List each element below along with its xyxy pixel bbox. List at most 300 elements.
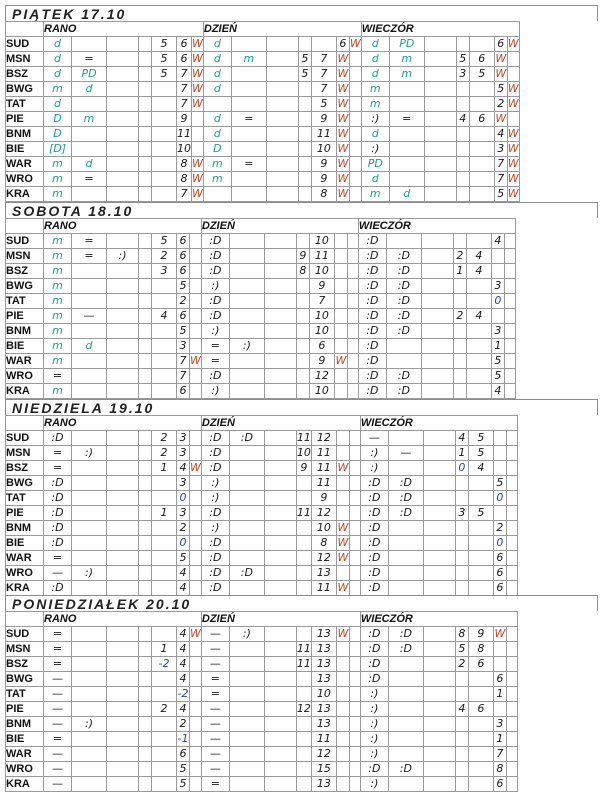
- entry-cell: [152, 566, 177, 581]
- entry-cell: 0: [177, 491, 190, 506]
- entry-cell: 6: [177, 264, 190, 279]
- entry-cell: 10: [311, 521, 336, 536]
- entry-cell: [468, 732, 493, 747]
- entry-cell: 4: [466, 249, 491, 264]
- entry-cell: [229, 476, 264, 491]
- entry-cell: [107, 491, 139, 506]
- station-row: [6, 97, 520, 112]
- entry-cell: [139, 324, 152, 339]
- entry-cell: 7: [311, 82, 336, 97]
- station-row: [6, 234, 516, 249]
- entry-cell: m: [72, 112, 107, 127]
- entry-cell: :D: [229, 566, 264, 581]
- entry-cell: 5: [469, 67, 494, 82]
- entry-cell: [139, 747, 152, 762]
- entry-cell: 1: [152, 642, 177, 657]
- entry-cell: 5: [491, 369, 504, 384]
- entry-cell: [139, 187, 152, 202]
- entry-cell: [72, 354, 107, 369]
- entry-cell: [72, 521, 107, 536]
- entry-cell: 5: [491, 354, 504, 369]
- entry-cell: [139, 339, 152, 354]
- entry-cell: =: [201, 354, 229, 369]
- entry-cell: [229, 747, 264, 762]
- entry-cell: [386, 234, 421, 249]
- entry-cell: 6: [309, 339, 334, 354]
- entry-cell: [349, 142, 361, 157]
- entry-cell: 10: [296, 446, 311, 459]
- entry-cell: [336, 672, 349, 687]
- entry-cell: [107, 354, 139, 369]
- entry-cell: [349, 536, 360, 551]
- entry-cell: [139, 431, 152, 446]
- entry-cell: PD: [389, 37, 424, 52]
- entry-cell: [298, 172, 311, 187]
- entry-cell: :D: [201, 551, 229, 566]
- entry-cell: [468, 687, 493, 702]
- entry-cell: 12: [311, 431, 336, 446]
- entry-cell: [424, 112, 456, 127]
- entry-cell: [423, 732, 455, 747]
- entry-cell: 8: [468, 642, 493, 657]
- entry-cell: d: [361, 37, 389, 52]
- entry-cell: [388, 551, 423, 566]
- entry-cell: [349, 762, 360, 777]
- entry-cell: :): [360, 687, 388, 702]
- entry-cell: [229, 294, 264, 309]
- entry-cell: [468, 581, 493, 596]
- entry-cell: [455, 747, 468, 762]
- entry-cell: [264, 294, 296, 309]
- day-table: [5, 415, 518, 596]
- entry-cell: [296, 747, 311, 762]
- entry-cell: [506, 506, 517, 521]
- entry-cell: [264, 264, 296, 279]
- entry-cell: :D: [201, 309, 229, 324]
- entry-cell: [423, 491, 455, 506]
- entry-cell: [152, 717, 177, 732]
- entry-cell: m: [203, 157, 231, 172]
- entry-cell: [456, 172, 469, 187]
- entry-cell: :): [229, 627, 264, 642]
- entry-cell: [389, 97, 424, 112]
- entry-cell: [107, 157, 139, 172]
- entry-cell: 3: [456, 67, 469, 82]
- entry-cell: [266, 187, 298, 202]
- entry-cell: 12: [311, 747, 336, 762]
- entry-cell: =: [44, 461, 72, 476]
- entry-cell: W: [337, 97, 349, 110]
- entry-cell: d: [361, 172, 389, 187]
- entry-cell: [229, 354, 264, 369]
- entry-cell: :D: [229, 431, 264, 446]
- entry-cell: :D: [44, 506, 72, 521]
- entry-cell: —: [201, 627, 229, 642]
- station-row: [6, 431, 518, 446]
- entry-cell: [231, 127, 266, 142]
- entry-cell: [264, 309, 296, 324]
- entry-cell: m: [44, 172, 72, 187]
- entry-cell: [506, 446, 517, 461]
- entry-cell: [72, 732, 107, 747]
- entry-cell: [266, 142, 298, 157]
- entry-cell: [506, 491, 517, 506]
- entry-cell: [266, 127, 298, 142]
- entry-cell: —: [44, 687, 72, 702]
- station-row: [6, 82, 520, 97]
- entry-cell: [349, 581, 360, 596]
- entry-cell: 11: [309, 249, 334, 264]
- entry-cell: [349, 157, 361, 172]
- entry-cell: [139, 762, 152, 777]
- entry-cell: [469, 97, 494, 112]
- entry-cell: [72, 777, 107, 792]
- entry-cell: 6: [336, 37, 349, 52]
- entry-cell: [455, 777, 468, 792]
- entry-cell: [107, 777, 139, 792]
- entry-cell: [72, 657, 107, 672]
- entry-cell: [107, 369, 139, 384]
- entry-cell: :): [72, 446, 107, 461]
- entry-cell: [203, 97, 231, 112]
- entry-cell: :D: [201, 446, 229, 461]
- station-code: WAR: [6, 354, 44, 369]
- station-row: [6, 642, 518, 657]
- entry-cell: [504, 324, 515, 339]
- entry-cell: 12: [311, 506, 336, 521]
- entry-cell: [264, 476, 296, 491]
- station-code: BWG: [6, 672, 44, 687]
- entry-cell: [139, 476, 152, 491]
- entry-cell: [152, 747, 177, 762]
- entry-cell: [139, 234, 152, 249]
- entry-cell: m: [361, 82, 389, 97]
- entry-cell: :D: [358, 384, 386, 399]
- entry-cell: [190, 762, 202, 777]
- entry-cell: [423, 536, 455, 551]
- entry-cell: 11: [311, 446, 336, 461]
- entry-cell: d: [361, 52, 389, 67]
- entry-cell: [152, 536, 177, 551]
- entry-cell: [504, 369, 515, 384]
- entry-cell: 5: [152, 52, 177, 67]
- entry-cell: :D: [201, 581, 229, 596]
- entry-cell: [139, 581, 152, 596]
- entry-cell: [468, 536, 493, 551]
- entry-cell: 2: [152, 249, 177, 264]
- entry-cell: m: [203, 172, 231, 187]
- entry-cell: 1: [453, 264, 466, 279]
- entry-cell: [506, 566, 517, 581]
- entry-cell: [423, 566, 455, 581]
- entry-cell: 6: [177, 747, 190, 762]
- entry-cell: [72, 581, 107, 596]
- entry-cell: —: [360, 431, 388, 446]
- entry-cell: :D: [388, 491, 423, 506]
- entry-cell: 9: [311, 172, 336, 187]
- entry-cell: [504, 384, 515, 399]
- entry-cell: [72, 551, 107, 566]
- entry-cell: [139, 112, 152, 127]
- station-code: BNM: [6, 521, 44, 536]
- entry-cell: [453, 294, 466, 309]
- station-row: [6, 491, 518, 506]
- entry-cell: [349, 657, 360, 672]
- entry-cell: d: [203, 67, 231, 82]
- entry-cell: d: [203, 127, 231, 142]
- entry-cell: 4: [152, 309, 177, 324]
- entry-cell: -2: [152, 657, 177, 672]
- entry-cell: :D: [44, 491, 72, 506]
- entry-cell: [456, 187, 469, 202]
- entry-cell: [296, 581, 311, 596]
- entry-cell: =: [201, 687, 229, 702]
- entry-cell: :D: [358, 279, 386, 294]
- entry-cell: W: [494, 627, 506, 640]
- entry-cell: 2: [493, 521, 506, 536]
- entry-cell: [139, 279, 152, 294]
- entry-cell: 0: [491, 294, 504, 309]
- period-label: RANO: [44, 22, 204, 37]
- entry-cell: [190, 234, 202, 249]
- entry-cell: 7: [494, 172, 507, 187]
- entry-cell: 5: [152, 37, 177, 52]
- entry-cell: 6: [469, 52, 494, 67]
- entry-cell: =: [44, 732, 72, 747]
- entry-cell: 5: [177, 762, 190, 777]
- entry-cell: [72, 37, 107, 52]
- entry-cell: 4: [177, 657, 190, 672]
- station-code: TAT: [6, 97, 44, 112]
- station-row: [6, 52, 520, 67]
- entry-cell: [296, 762, 311, 777]
- entry-cell: 12: [309, 369, 334, 384]
- entry-cell: [468, 551, 493, 566]
- entry-cell: [152, 97, 177, 112]
- entry-cell: [107, 67, 139, 82]
- entry-cell: [72, 384, 107, 399]
- entry-cell: [298, 82, 311, 97]
- station-code: WRO: [6, 762, 44, 777]
- entry-cell: [388, 431, 423, 446]
- entry-cell: [190, 672, 202, 687]
- entry-cell: [504, 234, 515, 249]
- entry-cell: 6: [177, 37, 192, 52]
- entry-cell: [388, 566, 423, 581]
- entry-cell: [347, 234, 358, 249]
- entry-cell: [152, 187, 177, 202]
- entry-cell: [190, 309, 202, 324]
- entry-cell: :): [229, 339, 264, 354]
- entry-cell: [139, 142, 152, 157]
- entry-cell: [72, 627, 107, 642]
- station-code: PIE: [6, 702, 44, 717]
- period-label: DZIEŃ: [201, 219, 358, 234]
- entry-cell: [190, 249, 202, 264]
- entry-cell: W: [192, 157, 203, 170]
- entry-cell: [349, 187, 361, 202]
- entry-cell: [466, 279, 491, 294]
- entry-cell: [388, 581, 423, 596]
- entry-cell: [349, 112, 361, 127]
- station-code: BIE: [6, 142, 44, 157]
- entry-cell: [266, 172, 298, 187]
- entry-cell: [386, 339, 421, 354]
- entry-cell: 5: [298, 52, 311, 67]
- entry-cell: [296, 279, 309, 294]
- entry-cell: 5: [456, 52, 469, 67]
- entry-cell: W: [192, 172, 203, 185]
- entry-cell: [264, 249, 296, 264]
- entry-cell: [231, 67, 266, 82]
- entry-cell: 11: [296, 657, 311, 670]
- entry-cell: :D: [386, 384, 421, 399]
- entry-cell: 3: [491, 324, 504, 339]
- entry-cell: [139, 369, 152, 384]
- entry-cell: [336, 506, 349, 521]
- entry-cell: W: [507, 187, 519, 200]
- entry-cell: [421, 324, 453, 339]
- station-code: SUD: [6, 431, 44, 446]
- entry-cell: [493, 642, 506, 657]
- entry-cell: [190, 446, 202, 461]
- entry-cell: [264, 491, 296, 506]
- station-row: [6, 67, 520, 82]
- entry-cell: [336, 657, 349, 672]
- entry-cell: [139, 67, 152, 82]
- entry-cell: [466, 294, 491, 309]
- entry-cell: [347, 294, 358, 309]
- entry-cell: :D: [201, 506, 229, 521]
- entry-cell: :D: [386, 294, 421, 309]
- entry-cell: W: [507, 142, 519, 155]
- entry-cell: [455, 551, 468, 566]
- entry-cell: [107, 264, 139, 279]
- entry-cell: 10: [311, 142, 336, 157]
- entry-cell: [72, 702, 107, 717]
- entry-cell: [493, 702, 506, 717]
- entry-cell: m: [44, 279, 72, 294]
- entry-cell: [107, 536, 139, 551]
- entry-cell: —: [201, 762, 229, 777]
- station-code: BNM: [6, 127, 44, 142]
- entry-cell: [152, 581, 177, 596]
- entry-cell: W: [337, 112, 349, 125]
- entry-cell: [334, 249, 347, 264]
- entry-cell: 3: [494, 142, 507, 157]
- entry-cell: [455, 581, 468, 596]
- entry-cell: 1: [493, 687, 506, 702]
- entry-cell: [388, 777, 423, 792]
- station-row: [6, 384, 516, 399]
- entry-cell: [336, 702, 349, 717]
- station-code: WAR: [6, 157, 44, 172]
- station-row: [6, 369, 516, 384]
- entry-cell: [298, 97, 311, 112]
- entry-cell: -1: [177, 732, 189, 745]
- entry-cell: [349, 777, 360, 792]
- entry-cell: W: [190, 354, 201, 367]
- entry-cell: [468, 762, 493, 777]
- entry-cell: [139, 687, 152, 702]
- entry-cell: 7: [177, 97, 192, 112]
- entry-cell: [152, 339, 177, 354]
- entry-cell: [190, 536, 202, 551]
- entry-cell: [107, 127, 139, 142]
- entry-cell: :D: [386, 279, 421, 294]
- entry-cell: =: [44, 369, 72, 384]
- entry-cell: [455, 762, 468, 777]
- entry-cell: W: [192, 67, 203, 80]
- entry-cell: [424, 67, 456, 82]
- entry-cell: [468, 777, 493, 792]
- entry-cell: 7: [311, 67, 336, 82]
- station-code: SUD: [6, 37, 44, 52]
- entry-cell: [190, 369, 202, 384]
- entry-cell: —: [44, 747, 72, 762]
- entry-cell: [107, 521, 139, 536]
- entry-cell: [334, 339, 347, 354]
- entry-cell: [152, 762, 177, 777]
- entry-cell: [231, 82, 266, 97]
- entry-cell: [229, 461, 264, 476]
- entry-cell: [296, 777, 311, 792]
- station-code: PIE: [6, 112, 44, 127]
- station-row: [6, 657, 518, 672]
- entry-cell: :D: [360, 627, 388, 642]
- entry-cell: 4: [177, 461, 190, 476]
- entry-cell: [421, 264, 453, 279]
- entry-cell: 5: [177, 777, 190, 792]
- day-title: PIĄTEK 17.10: [12, 6, 127, 22]
- entry-cell: 13: [311, 642, 336, 657]
- entry-cell: [229, 762, 264, 777]
- entry-cell: [506, 551, 517, 566]
- entry-cell: [190, 687, 202, 702]
- entry-cell: [152, 324, 177, 339]
- entry-cell: [296, 551, 311, 566]
- entry-cell: [423, 657, 455, 672]
- corner-cell: [6, 22, 44, 37]
- entry-cell: [349, 461, 360, 476]
- entry-cell: :D: [388, 506, 423, 521]
- entry-cell: 10: [309, 234, 334, 249]
- day-title: NIEDZIELA 19.10: [12, 400, 155, 416]
- entry-cell: [107, 461, 139, 476]
- entry-cell: 13: [311, 627, 336, 642]
- entry-cell: d: [203, 37, 231, 52]
- entry-cell: [190, 476, 202, 491]
- entry-cell: =: [72, 172, 107, 187]
- entry-cell: [336, 747, 349, 762]
- entry-cell: 4: [491, 384, 504, 399]
- entry-cell: [466, 369, 491, 384]
- entry-cell: [229, 732, 264, 747]
- entry-cell: :): [360, 702, 388, 717]
- entry-cell: [139, 506, 152, 521]
- entry-cell: :): [360, 717, 388, 732]
- entry-cell: [231, 97, 266, 112]
- entry-cell: [229, 581, 264, 596]
- entry-cell: 8: [311, 536, 336, 551]
- entry-cell: [264, 702, 296, 717]
- entry-cell: [298, 127, 311, 142]
- entry-cell: [506, 747, 517, 762]
- entry-cell: [296, 476, 311, 491]
- entry-cell: [264, 279, 296, 294]
- entry-cell: 6: [469, 112, 494, 127]
- entry-cell: :D: [360, 642, 388, 657]
